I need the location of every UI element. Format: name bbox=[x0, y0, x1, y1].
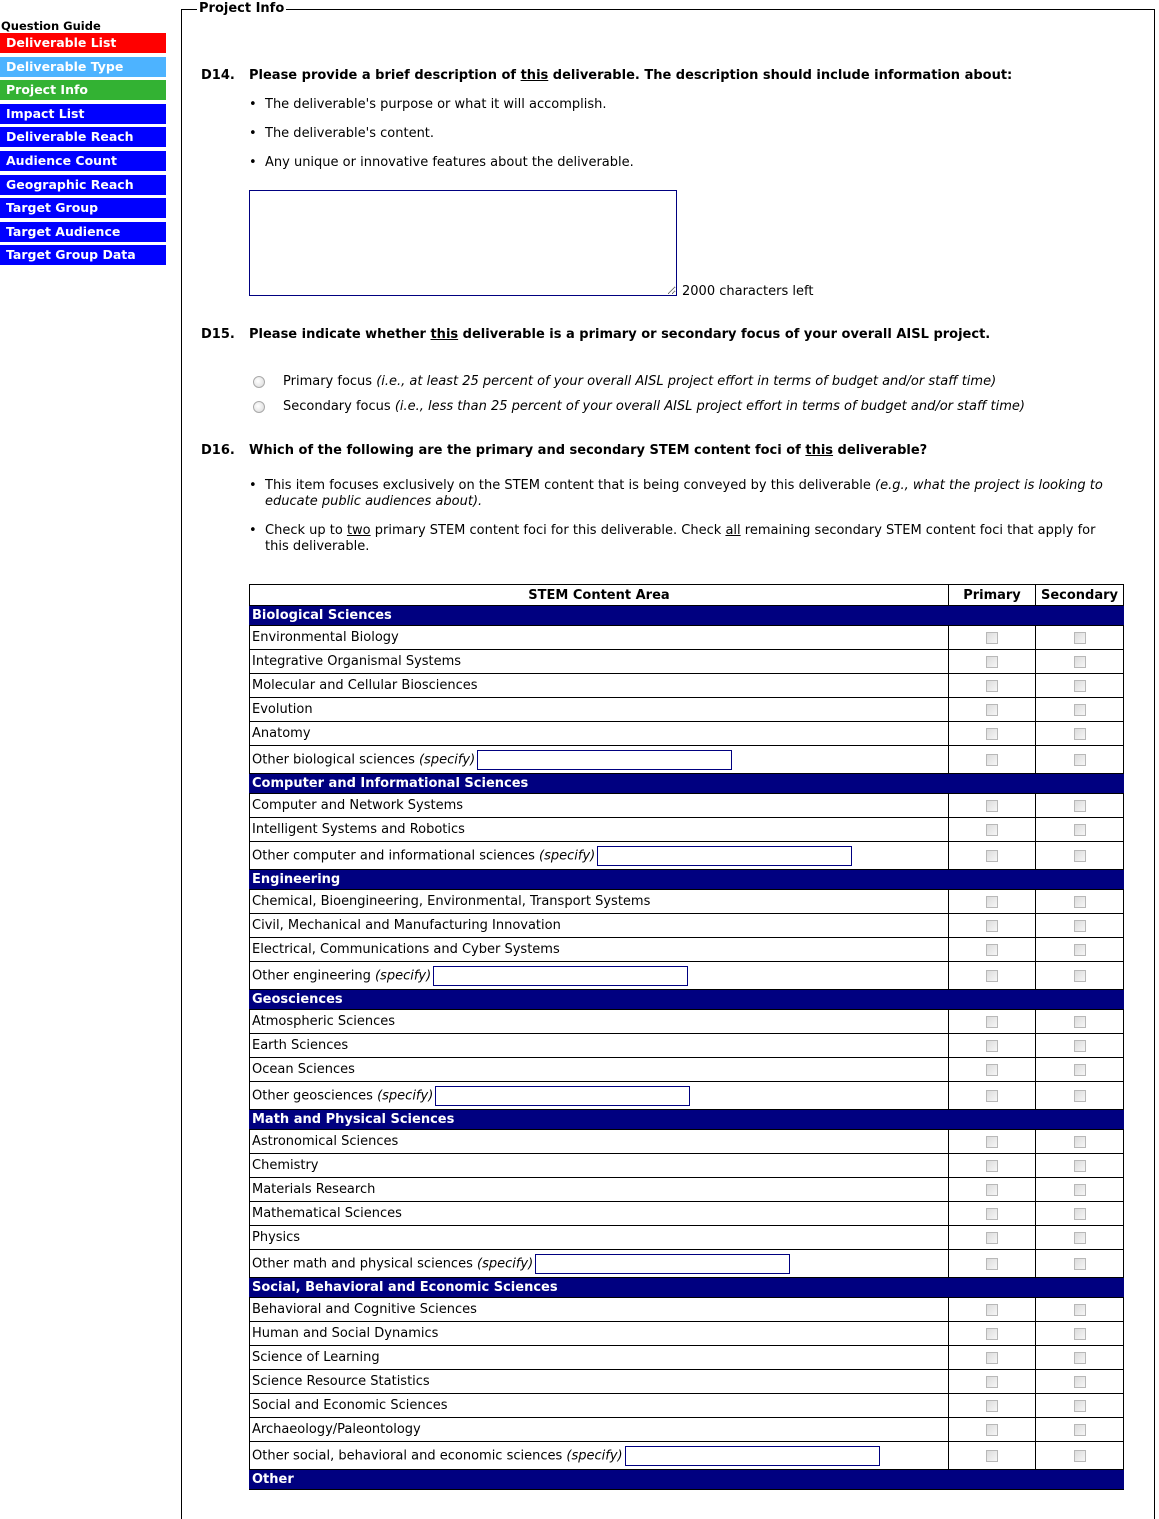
question-d15 bbox=[201, 327, 990, 342]
primary-cell bbox=[949, 1346, 1036, 1370]
specify-input[interactable] bbox=[535, 1254, 790, 1274]
primary-checkbox[interactable] bbox=[986, 1208, 998, 1220]
content-area-label: Mathematical Sciences bbox=[250, 1202, 949, 1226]
secondary-cell bbox=[1036, 1130, 1124, 1154]
d16-bullet: • Check up to two primary STEM content foci for this deliverable. Check all remaining secondary STEM content foci that apply for this deliverable. bbox=[249, 523, 1096, 554]
table-row bbox=[250, 1394, 1124, 1418]
specify-input[interactable] bbox=[597, 846, 852, 866]
table-row bbox=[250, 1322, 1124, 1346]
secondary-checkbox[interactable] bbox=[1074, 1184, 1086, 1196]
sidebar-title: Question Guide bbox=[1, 19, 101, 33]
sidebar-item-target-group-data[interactable]: Target Group Data bbox=[0, 245, 166, 265]
content-area-label: Human and Social Dynamics bbox=[250, 1322, 949, 1346]
sidebar-item-deliverable-type[interactable]: Deliverable Type bbox=[0, 57, 166, 77]
table-row bbox=[250, 1202, 1124, 1226]
option-note: (i.e., less than 25 percent of your overall AISL project effort in terms of budget and/or staff time) bbox=[394, 399, 1025, 414]
question-number: D16. bbox=[201, 443, 235, 458]
category-label: Math and Physical Sciences bbox=[250, 1110, 1124, 1130]
table-row bbox=[250, 722, 1124, 746]
content-area-label: Environmental Biology bbox=[250, 626, 949, 650]
primary-checkbox[interactable] bbox=[986, 1016, 998, 1028]
table-row bbox=[250, 914, 1124, 938]
secondary-cell bbox=[1036, 626, 1124, 650]
secondary-checkbox[interactable] bbox=[1074, 1040, 1086, 1052]
table-row bbox=[250, 890, 1124, 914]
content-area-label: Integrative Organismal Systems bbox=[250, 650, 949, 674]
content-area-label: Computer and Network Systems bbox=[250, 794, 949, 818]
secondary-cell bbox=[1036, 1418, 1124, 1442]
header-stem-content-area: STEM Content Area bbox=[250, 585, 949, 606]
content-area-label: Electrical, Communications and Cyber Systems bbox=[250, 938, 949, 962]
primary-checkbox[interactable] bbox=[986, 1232, 998, 1244]
secondary-cell bbox=[1036, 698, 1124, 722]
table-row bbox=[250, 1010, 1124, 1034]
primary-checkbox[interactable] bbox=[986, 1304, 998, 1316]
secondary-checkbox[interactable] bbox=[1074, 1090, 1086, 1102]
question-emphasis: this bbox=[430, 327, 459, 342]
secondary-checkbox[interactable] bbox=[1074, 920, 1086, 932]
secondary-checkbox[interactable] bbox=[1074, 1424, 1086, 1436]
sidebar-item-target-group[interactable]: Target Group bbox=[0, 198, 166, 218]
category-row bbox=[250, 774, 1124, 794]
secondary-cell bbox=[1036, 890, 1124, 914]
primary-cell bbox=[949, 1394, 1036, 1418]
secondary-cell bbox=[1036, 650, 1124, 674]
question-emphasis: this bbox=[520, 68, 549, 83]
secondary-cell bbox=[1036, 1442, 1124, 1470]
specify-input[interactable] bbox=[625, 1446, 880, 1466]
table-row-other bbox=[250, 842, 1124, 870]
secondary-checkbox[interactable] bbox=[1074, 1450, 1086, 1462]
category-label: Engineering bbox=[250, 870, 1124, 890]
primary-cell bbox=[949, 1370, 1036, 1394]
specify-label: (specify) bbox=[377, 1088, 434, 1103]
content-area-label: Materials Research bbox=[250, 1178, 949, 1202]
table-row bbox=[250, 1346, 1124, 1370]
secondary-checkbox[interactable] bbox=[1074, 1328, 1086, 1340]
secondary-cell bbox=[1036, 674, 1124, 698]
table-row-other bbox=[250, 1250, 1124, 1278]
category-label: Geosciences bbox=[250, 990, 1124, 1010]
bullet-text: primary STEM content foci for this deliverable. Check bbox=[370, 523, 726, 538]
primary-cell bbox=[949, 674, 1036, 698]
category-row bbox=[250, 1278, 1124, 1298]
primary-checkbox[interactable] bbox=[986, 850, 998, 862]
primary-cell bbox=[949, 1082, 1036, 1110]
secondary-cell bbox=[1036, 1370, 1124, 1394]
d14-bullet: • Any unique or innovative features about the deliverable. bbox=[249, 155, 634, 170]
primary-cell bbox=[949, 626, 1036, 650]
secondary-cell bbox=[1036, 1298, 1124, 1322]
content-area-label: Civil, Mechanical and Manufacturing Innovation bbox=[250, 914, 949, 938]
primary-checkbox[interactable] bbox=[986, 680, 998, 692]
other-area-label: Other biological sciences bbox=[252, 752, 415, 767]
table-header-row bbox=[250, 585, 1124, 606]
primary-checkbox[interactable] bbox=[986, 1064, 998, 1076]
secondary-checkbox[interactable] bbox=[1074, 800, 1086, 812]
table-row bbox=[250, 794, 1124, 818]
secondary-checkbox[interactable] bbox=[1074, 656, 1086, 668]
other-area-cell bbox=[250, 746, 949, 774]
table-row bbox=[250, 698, 1124, 722]
question-text: Which of the following are the primary and secondary STEM content foci of bbox=[249, 443, 806, 458]
secondary-checkbox[interactable] bbox=[1074, 944, 1086, 956]
specify-label: (specify) bbox=[566, 1448, 623, 1463]
question-text: deliverable. The description should include information about: bbox=[548, 68, 1013, 83]
sidebar-item-project-info[interactable]: Project Info bbox=[0, 80, 166, 100]
header-secondary: Secondary bbox=[1036, 585, 1124, 606]
category-label: Social, Behavioral and Economic Sciences bbox=[250, 1278, 1124, 1298]
secondary-checkbox[interactable] bbox=[1074, 896, 1086, 908]
other-area-label: Other geosciences bbox=[252, 1088, 373, 1103]
stem-content-table bbox=[249, 584, 1124, 1490]
question-d16 bbox=[201, 443, 927, 458]
secondary-cell bbox=[1036, 818, 1124, 842]
sidebar-item-deliverable-reach[interactable]: Deliverable Reach bbox=[0, 127, 166, 147]
primary-cell bbox=[949, 746, 1036, 774]
table-row bbox=[250, 626, 1124, 650]
secondary-cell bbox=[1036, 1154, 1124, 1178]
primary-checkbox[interactable] bbox=[986, 800, 998, 812]
category-label: Biological Sciences bbox=[250, 606, 1124, 626]
question-number: D14. bbox=[201, 68, 235, 83]
bullet-text: Any unique or innovative features about the deliverable. bbox=[265, 155, 634, 170]
table-row bbox=[250, 650, 1124, 674]
secondary-checkbox[interactable] bbox=[1074, 1232, 1086, 1244]
sidebar-nav bbox=[0, 33, 166, 265]
secondary-focus-option[interactable] bbox=[253, 399, 1025, 415]
table-row bbox=[250, 1370, 1124, 1394]
secondary-checkbox[interactable] bbox=[1074, 704, 1086, 716]
question-text: Please indicate whether bbox=[249, 327, 431, 342]
category-row bbox=[250, 1110, 1124, 1130]
secondary-checkbox[interactable] bbox=[1074, 970, 1086, 982]
primary-cell bbox=[949, 1154, 1036, 1178]
table-row bbox=[250, 1178, 1124, 1202]
primary-checkbox[interactable] bbox=[986, 1450, 998, 1462]
fieldset-legend: Project Info bbox=[199, 1, 285, 16]
description-textarea[interactable] bbox=[249, 190, 677, 296]
primary-cell bbox=[949, 1442, 1036, 1470]
table-row bbox=[250, 1130, 1124, 1154]
secondary-checkbox[interactable] bbox=[1074, 1136, 1086, 1148]
primary-checkbox[interactable] bbox=[986, 656, 998, 668]
secondary-cell bbox=[1036, 722, 1124, 746]
question-guide-sidebar bbox=[0, 19, 166, 269]
option-note: (i.e., at least 25 percent of your overall AISL project effort in terms of budget and/or staff time) bbox=[376, 374, 997, 389]
secondary-checkbox[interactable] bbox=[1074, 1400, 1086, 1412]
primary-checkbox[interactable] bbox=[986, 754, 998, 766]
table-row bbox=[250, 1154, 1124, 1178]
other-area-cell bbox=[250, 1250, 949, 1278]
bullet-text: Check up to bbox=[265, 523, 347, 538]
secondary-cell bbox=[1036, 1178, 1124, 1202]
secondary-checkbox[interactable] bbox=[1074, 1160, 1086, 1172]
primary-cell bbox=[949, 1034, 1036, 1058]
primary-checkbox[interactable] bbox=[986, 1136, 998, 1148]
primary-cell bbox=[949, 1130, 1036, 1154]
question-d14 bbox=[201, 68, 1012, 83]
header-primary: Primary bbox=[949, 585, 1036, 606]
primary-checkbox[interactable] bbox=[986, 632, 998, 644]
sidebar-item-geographic-reach[interactable]: Geographic Reach bbox=[0, 175, 166, 195]
primary-cell bbox=[949, 1010, 1036, 1034]
primary-cell bbox=[949, 818, 1036, 842]
primary-cell bbox=[949, 1226, 1036, 1250]
specify-label: (specify) bbox=[539, 848, 596, 863]
secondary-cell bbox=[1036, 938, 1124, 962]
secondary-cell bbox=[1036, 1346, 1124, 1370]
question-emphasis: this bbox=[805, 443, 834, 458]
category-row bbox=[250, 606, 1124, 626]
table-row bbox=[250, 1418, 1124, 1442]
table-row bbox=[250, 1034, 1124, 1058]
primary-cell bbox=[949, 1418, 1036, 1442]
category-label: Other bbox=[250, 1470, 1124, 1490]
category-row bbox=[250, 870, 1124, 890]
content-area-label: Chemistry bbox=[250, 1154, 949, 1178]
secondary-checkbox[interactable] bbox=[1074, 1016, 1086, 1028]
secondary-checkbox[interactable] bbox=[1074, 1208, 1086, 1220]
secondary-cell bbox=[1036, 1202, 1124, 1226]
table-row-other bbox=[250, 1082, 1124, 1110]
other-area-cell bbox=[250, 1082, 949, 1110]
d14-bullet: • The deliverable's content. bbox=[249, 126, 435, 141]
content-area-label: Chemical, Bioengineering, Environmental, Transport Systems bbox=[250, 890, 949, 914]
primary-checkbox[interactable] bbox=[986, 920, 998, 932]
secondary-cell bbox=[1036, 746, 1124, 774]
bullet-text: remaining secondary STEM content foci that apply for this deliverable. bbox=[265, 523, 1096, 554]
primary-checkbox[interactable] bbox=[986, 896, 998, 908]
content-area-label: Science of Learning bbox=[250, 1346, 949, 1370]
sidebar-item-target-audience[interactable]: Target Audience bbox=[0, 222, 166, 242]
bullet-text: The deliverable's purpose or what it will accomplish. bbox=[265, 97, 607, 112]
specify-label: (specify) bbox=[477, 1256, 534, 1271]
content-area-label: Astronomical Sciences bbox=[250, 1130, 949, 1154]
content-area-label: Atmospheric Sciences bbox=[250, 1010, 949, 1034]
primary-cell bbox=[949, 650, 1036, 674]
secondary-cell bbox=[1036, 1226, 1124, 1250]
primary-checkbox[interactable] bbox=[986, 1424, 998, 1436]
question-number: D15. bbox=[201, 327, 235, 342]
content-area-label: Intelligent Systems and Robotics bbox=[250, 818, 949, 842]
primary-checkbox[interactable] bbox=[986, 704, 998, 716]
category-row bbox=[250, 1470, 1124, 1490]
bullet-text: The deliverable's content. bbox=[265, 126, 435, 141]
question-text: deliverable is a primary or secondary focus of your overall AISL project. bbox=[458, 327, 991, 342]
primary-checkbox[interactable] bbox=[986, 970, 998, 982]
d14-bullet: • The deliverable's purpose or what it will accomplish. bbox=[249, 97, 607, 112]
secondary-checkbox[interactable] bbox=[1074, 1352, 1086, 1364]
secondary-cell bbox=[1036, 842, 1124, 870]
secondary-checkbox[interactable] bbox=[1074, 1376, 1086, 1388]
category-row bbox=[250, 990, 1124, 1010]
primary-checkbox[interactable] bbox=[986, 1040, 998, 1052]
question-text: deliverable? bbox=[833, 443, 928, 458]
secondary-checkbox[interactable] bbox=[1074, 632, 1086, 644]
specify-input[interactable] bbox=[433, 966, 688, 986]
primary-cell bbox=[949, 1058, 1036, 1082]
specify-input[interactable] bbox=[477, 750, 732, 770]
table-row-other bbox=[250, 746, 1124, 774]
secondary-cell bbox=[1036, 962, 1124, 990]
primary-cell bbox=[949, 1178, 1036, 1202]
primary-checkbox[interactable] bbox=[986, 944, 998, 956]
table-row bbox=[250, 1058, 1124, 1082]
primary-cell bbox=[949, 890, 1036, 914]
d16-bullet: • This item focuses exclusively on the STEM content that is being conveyed by this deliverable (e.g., what the project is looking to educate public audiences about). bbox=[249, 478, 1103, 509]
option-label: Secondary focus bbox=[283, 399, 391, 414]
secondary-cell bbox=[1036, 1394, 1124, 1418]
secondary-cell bbox=[1036, 1250, 1124, 1278]
primary-checkbox[interactable] bbox=[986, 1376, 998, 1388]
secondary-cell bbox=[1036, 1034, 1124, 1058]
content-area-label: Earth Sciences bbox=[250, 1034, 949, 1058]
primary-cell bbox=[949, 1298, 1036, 1322]
other-area-label: Other social, behavioral and economic sciences bbox=[252, 1448, 563, 1463]
sidebar-item-deliverable-list[interactable]: Deliverable List bbox=[0, 33, 166, 53]
primary-cell bbox=[949, 1322, 1036, 1346]
primary-cell bbox=[949, 1250, 1036, 1278]
table-row bbox=[250, 674, 1124, 698]
primary-cell bbox=[949, 962, 1036, 990]
primary-cell bbox=[949, 698, 1036, 722]
secondary-checkbox[interactable] bbox=[1074, 680, 1086, 692]
secondary-cell bbox=[1036, 794, 1124, 818]
secondary-cell bbox=[1036, 1010, 1124, 1034]
primary-checkbox[interactable] bbox=[986, 1328, 998, 1340]
secondary-checkbox[interactable] bbox=[1074, 824, 1086, 836]
content-area-label: Social and Economic Sciences bbox=[250, 1394, 949, 1418]
primary-checkbox[interactable] bbox=[986, 728, 998, 740]
content-area-label: Archaeology/Paleontology bbox=[250, 1418, 949, 1442]
primary-cell bbox=[949, 938, 1036, 962]
secondary-checkbox[interactable] bbox=[1074, 1258, 1086, 1270]
table-row bbox=[250, 938, 1124, 962]
table-row bbox=[250, 818, 1124, 842]
table-row-other bbox=[250, 962, 1124, 990]
secondary-checkbox[interactable] bbox=[1074, 1064, 1086, 1076]
primary-cell bbox=[949, 1202, 1036, 1226]
primary-checkbox[interactable] bbox=[986, 1160, 998, 1172]
other-area-cell bbox=[250, 1442, 949, 1470]
other-area-label: Other engineering bbox=[252, 968, 371, 983]
secondary-cell bbox=[1036, 1082, 1124, 1110]
bullet-emphasis: two bbox=[346, 523, 371, 538]
primary-checkbox[interactable] bbox=[986, 1090, 998, 1102]
category-label: Computer and Informational Sciences bbox=[250, 774, 1124, 794]
secondary-checkbox[interactable] bbox=[1074, 1304, 1086, 1316]
primary-checkbox[interactable] bbox=[986, 1184, 998, 1196]
content-area-label: Science Resource Statistics bbox=[250, 1370, 949, 1394]
content-area-label: Ocean Sciences bbox=[250, 1058, 949, 1082]
bullet-italic: (e.g., what the project is looking to educate public audiences about). bbox=[265, 478, 1103, 509]
primary-focus-option[interactable] bbox=[253, 374, 996, 390]
table-row bbox=[250, 1298, 1124, 1322]
primary-cell bbox=[949, 794, 1036, 818]
specify-label: (specify) bbox=[418, 752, 476, 767]
characters-left-counter: 2000 characters left bbox=[682, 284, 814, 299]
table-row-other bbox=[250, 1442, 1124, 1470]
primary-checkbox[interactable] bbox=[986, 1258, 998, 1270]
other-area-cell bbox=[250, 962, 949, 990]
primary-cell bbox=[949, 914, 1036, 938]
secondary-checkbox[interactable] bbox=[1074, 850, 1086, 862]
option-label: Primary focus bbox=[283, 374, 373, 389]
content-area-label: Anatomy bbox=[250, 722, 949, 746]
primary-cell bbox=[949, 842, 1036, 870]
secondary-focus-radio[interactable] bbox=[253, 401, 265, 413]
specify-input[interactable] bbox=[435, 1086, 690, 1106]
secondary-cell bbox=[1036, 914, 1124, 938]
content-area-label: Molecular and Cellular Biosciences bbox=[250, 674, 949, 698]
question-text: Please provide a brief description of bbox=[249, 68, 521, 83]
primary-checkbox[interactable] bbox=[986, 824, 998, 836]
secondary-cell bbox=[1036, 1322, 1124, 1346]
other-area-label: Other computer and informational sciences bbox=[252, 848, 535, 863]
secondary-checkbox[interactable] bbox=[1074, 728, 1086, 740]
other-area-cell bbox=[250, 842, 949, 870]
primary-cell bbox=[949, 722, 1036, 746]
sidebar-item-audience-count[interactable]: Audience Count bbox=[0, 151, 166, 171]
specify-label: (specify) bbox=[374, 968, 432, 983]
secondary-cell bbox=[1036, 1058, 1124, 1082]
bullet-emphasis: all bbox=[725, 523, 741, 538]
bullet-text: This item focuses exclusively on the STEM content that is being conveyed by this deliverable bbox=[265, 478, 876, 493]
primary-focus-radio[interactable] bbox=[253, 376, 265, 388]
sidebar-item-impact-list[interactable]: Impact List bbox=[0, 104, 166, 124]
primary-checkbox[interactable] bbox=[986, 1400, 998, 1412]
other-area-label: Other math and physical sciences bbox=[252, 1256, 473, 1271]
secondary-checkbox[interactable] bbox=[1074, 754, 1086, 766]
table-row bbox=[250, 1226, 1124, 1250]
content-area-label: Evolution bbox=[250, 698, 949, 722]
content-area-label: Behavioral and Cognitive Sciences bbox=[250, 1298, 949, 1322]
content-area-label: Physics bbox=[250, 1226, 949, 1250]
primary-checkbox[interactable] bbox=[986, 1352, 998, 1364]
